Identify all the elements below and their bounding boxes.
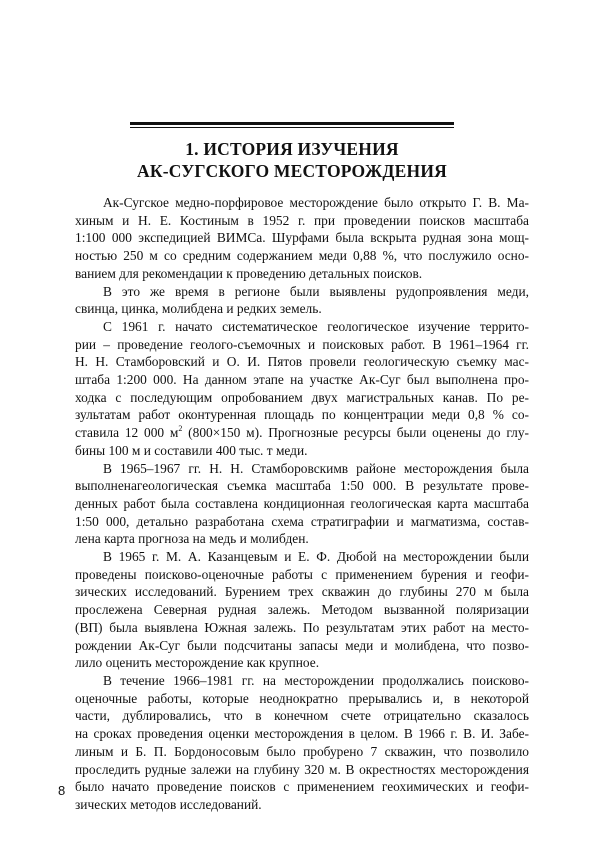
chapter-heading-line-2: АК-СУГСКОГО МЕСТОРОЖДЕНИЯ [136,161,448,181]
text-line: линым и Б. П. Бордоносовым было пробурено 7 скважин, что позволило [75,743,529,759]
text-line: части, дублировались, что в конечном счете отрицательно сказалось [75,708,529,724]
text-line: лена карта прогноза на медь и молибден. [75,531,309,547]
text-line: на сроках проведения оценки месторождения в целом. В 1966 г. В. И. Забе- [75,726,529,742]
text-line: денных работ была составлена кондиционная геологическая карта масштаба [75,495,529,511]
text-line: зультатам работ оконтуренная площадь по концентрации меди 0,8 % со- [75,407,529,423]
text-line: рии – проведение геолого-съемочных и поисковых работ. В 1961–1964 гг. [75,336,529,352]
text-line: лило оценить месторождение как крупное. [75,655,320,671]
text-line: хиным и Н. Е. Костиным в 1952 г. при проведении поисков масштаба [75,212,529,228]
text-line: оценочные работы, которые неоднократно прерывались и, в некоторой [75,690,529,706]
page-number: 8 [58,783,66,798]
text-line: ходка с последующим опробованием двух магистральных канав. По ре- [75,389,529,405]
body-text [75,194,529,814]
text-line: В 1965–1967 гг. Н. Н. Стамборовскимв районе месторождения была [103,460,529,476]
text-line: выполненагеологическая съемка масштаба 1:50 000. В результате прове- [75,478,529,494]
text-line: С 1961 г. начато систематическое геологическое изучение террито- [103,318,529,334]
area-unit-superscript: 2 [178,423,183,433]
top-rule-thick [130,122,454,125]
text-line: В течение 1966–1981 гг. на месторождении продолжались поисково- [103,672,529,688]
text-line: зических исследований. Бурением трех скважин до глубины 270 м была [75,584,529,600]
text-line: зических методов исследований. [75,796,262,812]
paragraph-5 [75,548,529,672]
area-value: ставила 12 000 м [75,425,179,441]
text-line: проследить рудные залежи на глубину 320 м. В окрестностях месторождения [75,761,529,777]
text-line: проведены поисково-оценочные работы с применением бурения и геофи- [75,566,529,582]
paragraph-2 [75,283,529,318]
area-rest-text: (800×150 м). Прогнозные ресурсы были оценены до глу- [182,425,529,441]
chapter-heading [60,138,524,182]
text-line: бины 100 м и составили 400 тыс. т меди. [75,442,308,458]
text-line: прослежена Северная рудная залежь. Методом вызванной поляризации [75,602,529,618]
text-line: 1:100 000 экспедицией ВИМСа. Шурфами была вскрыта рудная зона мощ- [75,230,529,246]
text-line-with-superscript [75,424,529,442]
text-line: (ВП) была выявлена Южная залежь. По результатам этих работ на место- [75,619,529,635]
text-line: свинца, цинка, молибдена и редких земель. [75,301,322,317]
paragraph-4 [75,460,529,549]
paragraph-3 [75,318,529,460]
top-rule-thin [130,127,454,128]
text-line: 1:50 000, детально разработана схема стратиграфии и магматизма, состав- [75,513,529,529]
text-line: В 1965 г. М. А. Казанцевым и Е. Ф. Дюбой на месторождении были [103,549,529,565]
text-line: ностью 250 м со средним содержанием меди 0,88 %, что послужило осно- [75,248,529,264]
paragraph-1 [75,194,529,283]
text-line: В это же время в регионе были выявлены рудопроявления меди, [103,283,529,299]
text-line: ванием для рекомендации к проведению детальных поисков. [75,265,423,281]
text-line: Ак-Сугское медно-порфировое месторождение было открыто Г. В. Ма- [103,195,529,210]
paragraph-6 [75,672,529,814]
text-line: штаба 1:200 000. На данном этапе на участке Ак-Суг был выполнена про- [75,372,529,388]
chapter-heading-line-1: 1. ИСТОРИЯ ИЗУЧЕНИЯ [185,139,399,159]
text-line: Н. Н. Стамборовский и О. И. Пятов провели геологическую съемку мас- [75,354,529,370]
text-line: рождении Ак-Суг были подсчитаны запасы меди и молибдена, что позво- [75,637,529,653]
text-line: было начато проведение поисков с применением геохимических и геофи- [75,779,529,795]
